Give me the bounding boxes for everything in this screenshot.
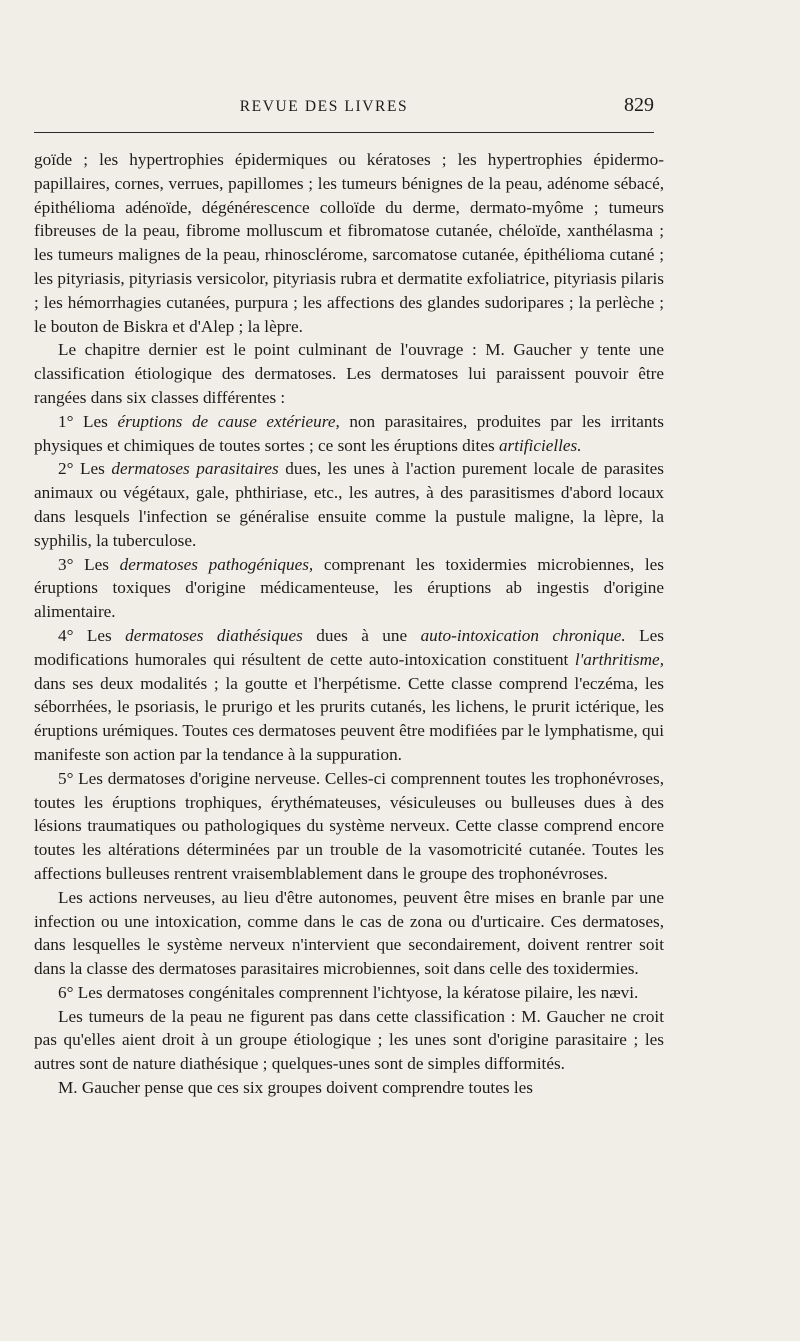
header-rule: [34, 132, 654, 133]
p4-text-c: dues, les unes à l'action purement locale de parasites animaux ou végétaux, gale, phthiriase, etc., les autres, à des parasitismes d'abord locaux dans lesquels l'infection se généralise ensuite comme la pustule maligne, la lèpre, la syphilis, la tuberculose.: [34, 459, 664, 550]
p6-italic-d: auto-intoxication chronique.: [420, 625, 626, 645]
p6-text-c: dues à une: [302, 625, 421, 645]
page-number: 829: [624, 94, 654, 116]
body-text: [34, 148, 664, 1100]
p3-italic-b: éruptions de cause extérieure,: [117, 411, 340, 431]
p6-text-g: dans ses deux modalités ; la goutte et l'herpétisme. Cette classe comprend l'eczéma, les séborrhées, le psoriasis, le prurigo et les prurits cutanés, les lichens, le prurit ictérique, les éruptions urémiques. Toutes ces dermatoses peuvent être modifiées par le lymphatisme, qui manifeste son action par la tendance à la suppuration.: [34, 673, 664, 764]
paragraph-7: 5° Les dermatoses d'origine nerveuse. Celles-ci comprennent toutes les trophonévroses, toutes les éruptions trophiques, érythémateuses, vésiculeuses ou bulleuses dues à des lésions traumatiques ou pathologiques du système nerveux. Cette classe comprend encore toutes les altérations déterminées par un trouble de la vasomotricité cutanée. Toutes les affections bulleuses rentrent vraisemblablement dans le groupe des trophonévroses.: [34, 768, 664, 883]
p4-italic-b: dermatoses parasitaires: [111, 459, 279, 479]
p6-text-a: 4° Les: [58, 625, 126, 645]
running-title: REVUE DES LIVRES: [239, 98, 409, 115]
paragraph-5: [34, 553, 664, 624]
p5-text-c: comprenant les toxidermies microbiennes, les éruptions toxiques d'origine médicamenteuse, les éruptions ab ingestis d'origine alimentaire.: [34, 554, 664, 622]
p6-italic-b: dermatoses diathésiques: [125, 625, 303, 645]
paragraph-3: [34, 410, 664, 458]
p3-italic-d: artificielles.: [498, 435, 582, 455]
paragraph-6: [34, 624, 664, 767]
p3-text-c: non parasitaires, produites par les irritants physiques et chimiques de toutes sortes ; ce sont les éruptions dites: [34, 411, 664, 455]
paragraph-11: M. Gaucher pense que ces six groupes doivent comprendre toutes les: [58, 1078, 533, 1098]
p4-text-a: 2° Les: [58, 459, 112, 479]
paragraph-1: goïde ; les hypertrophies épidermiques ou kératoses ; les hypertrophies épidermo-papillaires, cornes, verrues, papillomes ; les tumeurs bénignes de la peau, adénome sébacé, épithélioma adénoïde, dégénérescence colloïde du derme, dermato-myôme ; tumeurs fibreuses de la peau, fibrome molluscum et fibromatose cutanée, chéloïde, xanthélasma ; les tumeurs malignes de la peau, rhinosclérome, sarcomatose cutanée, épithélioma cutané ; les pityriasis, pityriasis versicolor, pityriasis rubra et dermatite exfoliatrice, pityriasis pilaris ; les hémorrhagies cutanées, purpura ; les affections des glandes sudoripares ; la perlèche ; le bouton de Biskra et d'Alep ; la lèpre.: [34, 150, 664, 336]
page-header: [34, 94, 654, 118]
p3-text-a: 1° Les: [58, 411, 118, 431]
paragraph-9: 6° Les dermatoses congénitales comprennent l'ichtyose, la kératose pilaire, les nævi.: [58, 982, 639, 1002]
paragraph-2: Le chapitre dernier est le point culminant de l'ouvrage : M. Gaucher y tente une classification étiologique des dermatoses. Les dermatoses lui paraissent pouvoir être rangées dans six classes différentes :: [34, 340, 664, 407]
p5-text-a: 3° Les: [58, 554, 120, 574]
paragraph-8: Les actions nerveuses, au lieu d'être autonomes, peuvent être mises en branle par une infection ou une intoxication, comme dans le cas de zona ou d'urticaire. Ces dermatoses, dans lesquelles le système nerveux n'intervient que secondairement, doivent rentrer soit dans la classe des dermatoses parasitaires microbiennes, soit dans celle des toxidermies.: [34, 887, 664, 979]
paragraph-4: [34, 457, 664, 552]
p6-text-e: Les modifications humorales qui résultent de cette auto-intoxication constituent: [34, 625, 664, 669]
p5-italic-b: dermatoses pathogéniques,: [119, 554, 314, 574]
paragraph-10: Les tumeurs de la peau ne figurent pas dans cette classification : M. Gaucher ne croit pas qu'elles aient droit à un groupe étiologique ; les unes sont d'origine parasitaire ; les autres sont de nature diathésique ; quelques-unes sont de simples difformités.: [34, 1006, 664, 1074]
p6-italic-f: l'arthritisme,: [574, 649, 664, 669]
